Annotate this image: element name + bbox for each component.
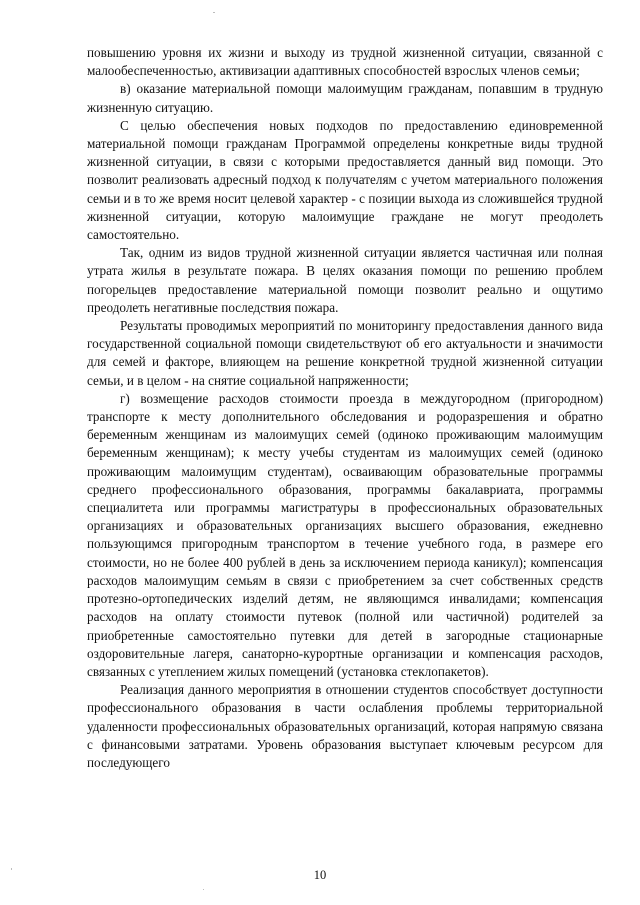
paragraph-continuation: повышению уровня их жизни и выходу из трудной жизненной ситуации, связанной с малообеспеченностью, активизации адаптивных способностей взрослых членов семьи; (87, 45, 603, 79)
paragraph-results: Результаты проводимых мероприятий по мониторингу предоставления данного вида государственной социальной помощи свидетельствуют об его актуальности и значимости для семей и факторе, влияющем на решение конкретной трудной жизненной ситуации семьи, и в целом - на снятие социальной напряженности; (87, 318, 603, 388)
document-body (87, 44, 603, 772)
paragraph-fire: Так, одним из видов трудной жизненной ситуации является частичная или полная утрата жилья в результате пожара. В целях оказания помощи по решению проблем погорельцев предоставление материальной помощи позволит реально и ощутимо преодолеть негативные последствия пожара. (87, 245, 603, 315)
paragraph-students: Реализация данного мероприятия в отношении студентов способствует доступности профессионального образования в части ослабления проблемы территориальной удаленности профессиональных образовательных организаций, которая напрямую связана с финансовыми затратами. Уровень образования выступает ключевым ресурсом для последующего (87, 682, 603, 770)
paragraph-item-v: в) оказание материальной помощи малоимущим гражданам, попавшим в трудную жизненную ситуацию. (87, 81, 603, 115)
page-number: 10 (313, 868, 327, 882)
paragraph-purpose: С целью обеспечения новых подходов по предоставлению единовременной материальной помощи гражданам Программой определены конкретные виды трудной жизненной ситуации, в связи с которыми предоставляется данный вид помощи. Это позволит реализовать адресный подход к получателям с учетом материального положения семьи и в то же время носит целевой характер - с позиции выхода из сложившейся трудной жизненной ситуации, которую малоимущие граждане не могут преодолеть самостоятельно. (87, 117, 603, 243)
scan-speck (203, 889, 204, 890)
scan-speck (11, 868, 12, 870)
paragraph-item-g: г) возмещение расходов стоимости проезда в междугородном (пригородном) транспорте к месту дополнительного обследования и родоразрешения и обратно беременным женщинам из малоимущих семей (одиноко проживающим малоимущим беременным женщинам); к месту учебы студентам из малоимущих семей (одиноко проживающим малоимущим студентам), осваивающим образовательные программы среднего профессионального образования, программы бакалавриата, программы специалитета или программы магистратуры в профессиональных образовательных организациях и образовательных организациях высшего образования, ежедневно пользующимся пригородным транспортом в течение учебного года, в размере его стоимости, но не более 400 рублей в день за исключением периода каникул); компенсация расходов малоимущим семьям в связи с приобретением за счет собственных средств протезно-ортопедических изделий детям, не являющимся инвалидами; компенсация расходов на оплату стоимости путевок (полной или частичной) родителей за приобретенные самостоятельно путевки для детей в загородные стационарные оздоровительные лагеря, санаторно-курортные организации и компенсация расходов, связанных с утеплением жилых помещений (установка стеклопакетов). (87, 390, 603, 679)
scan-speck (213, 12, 215, 13)
